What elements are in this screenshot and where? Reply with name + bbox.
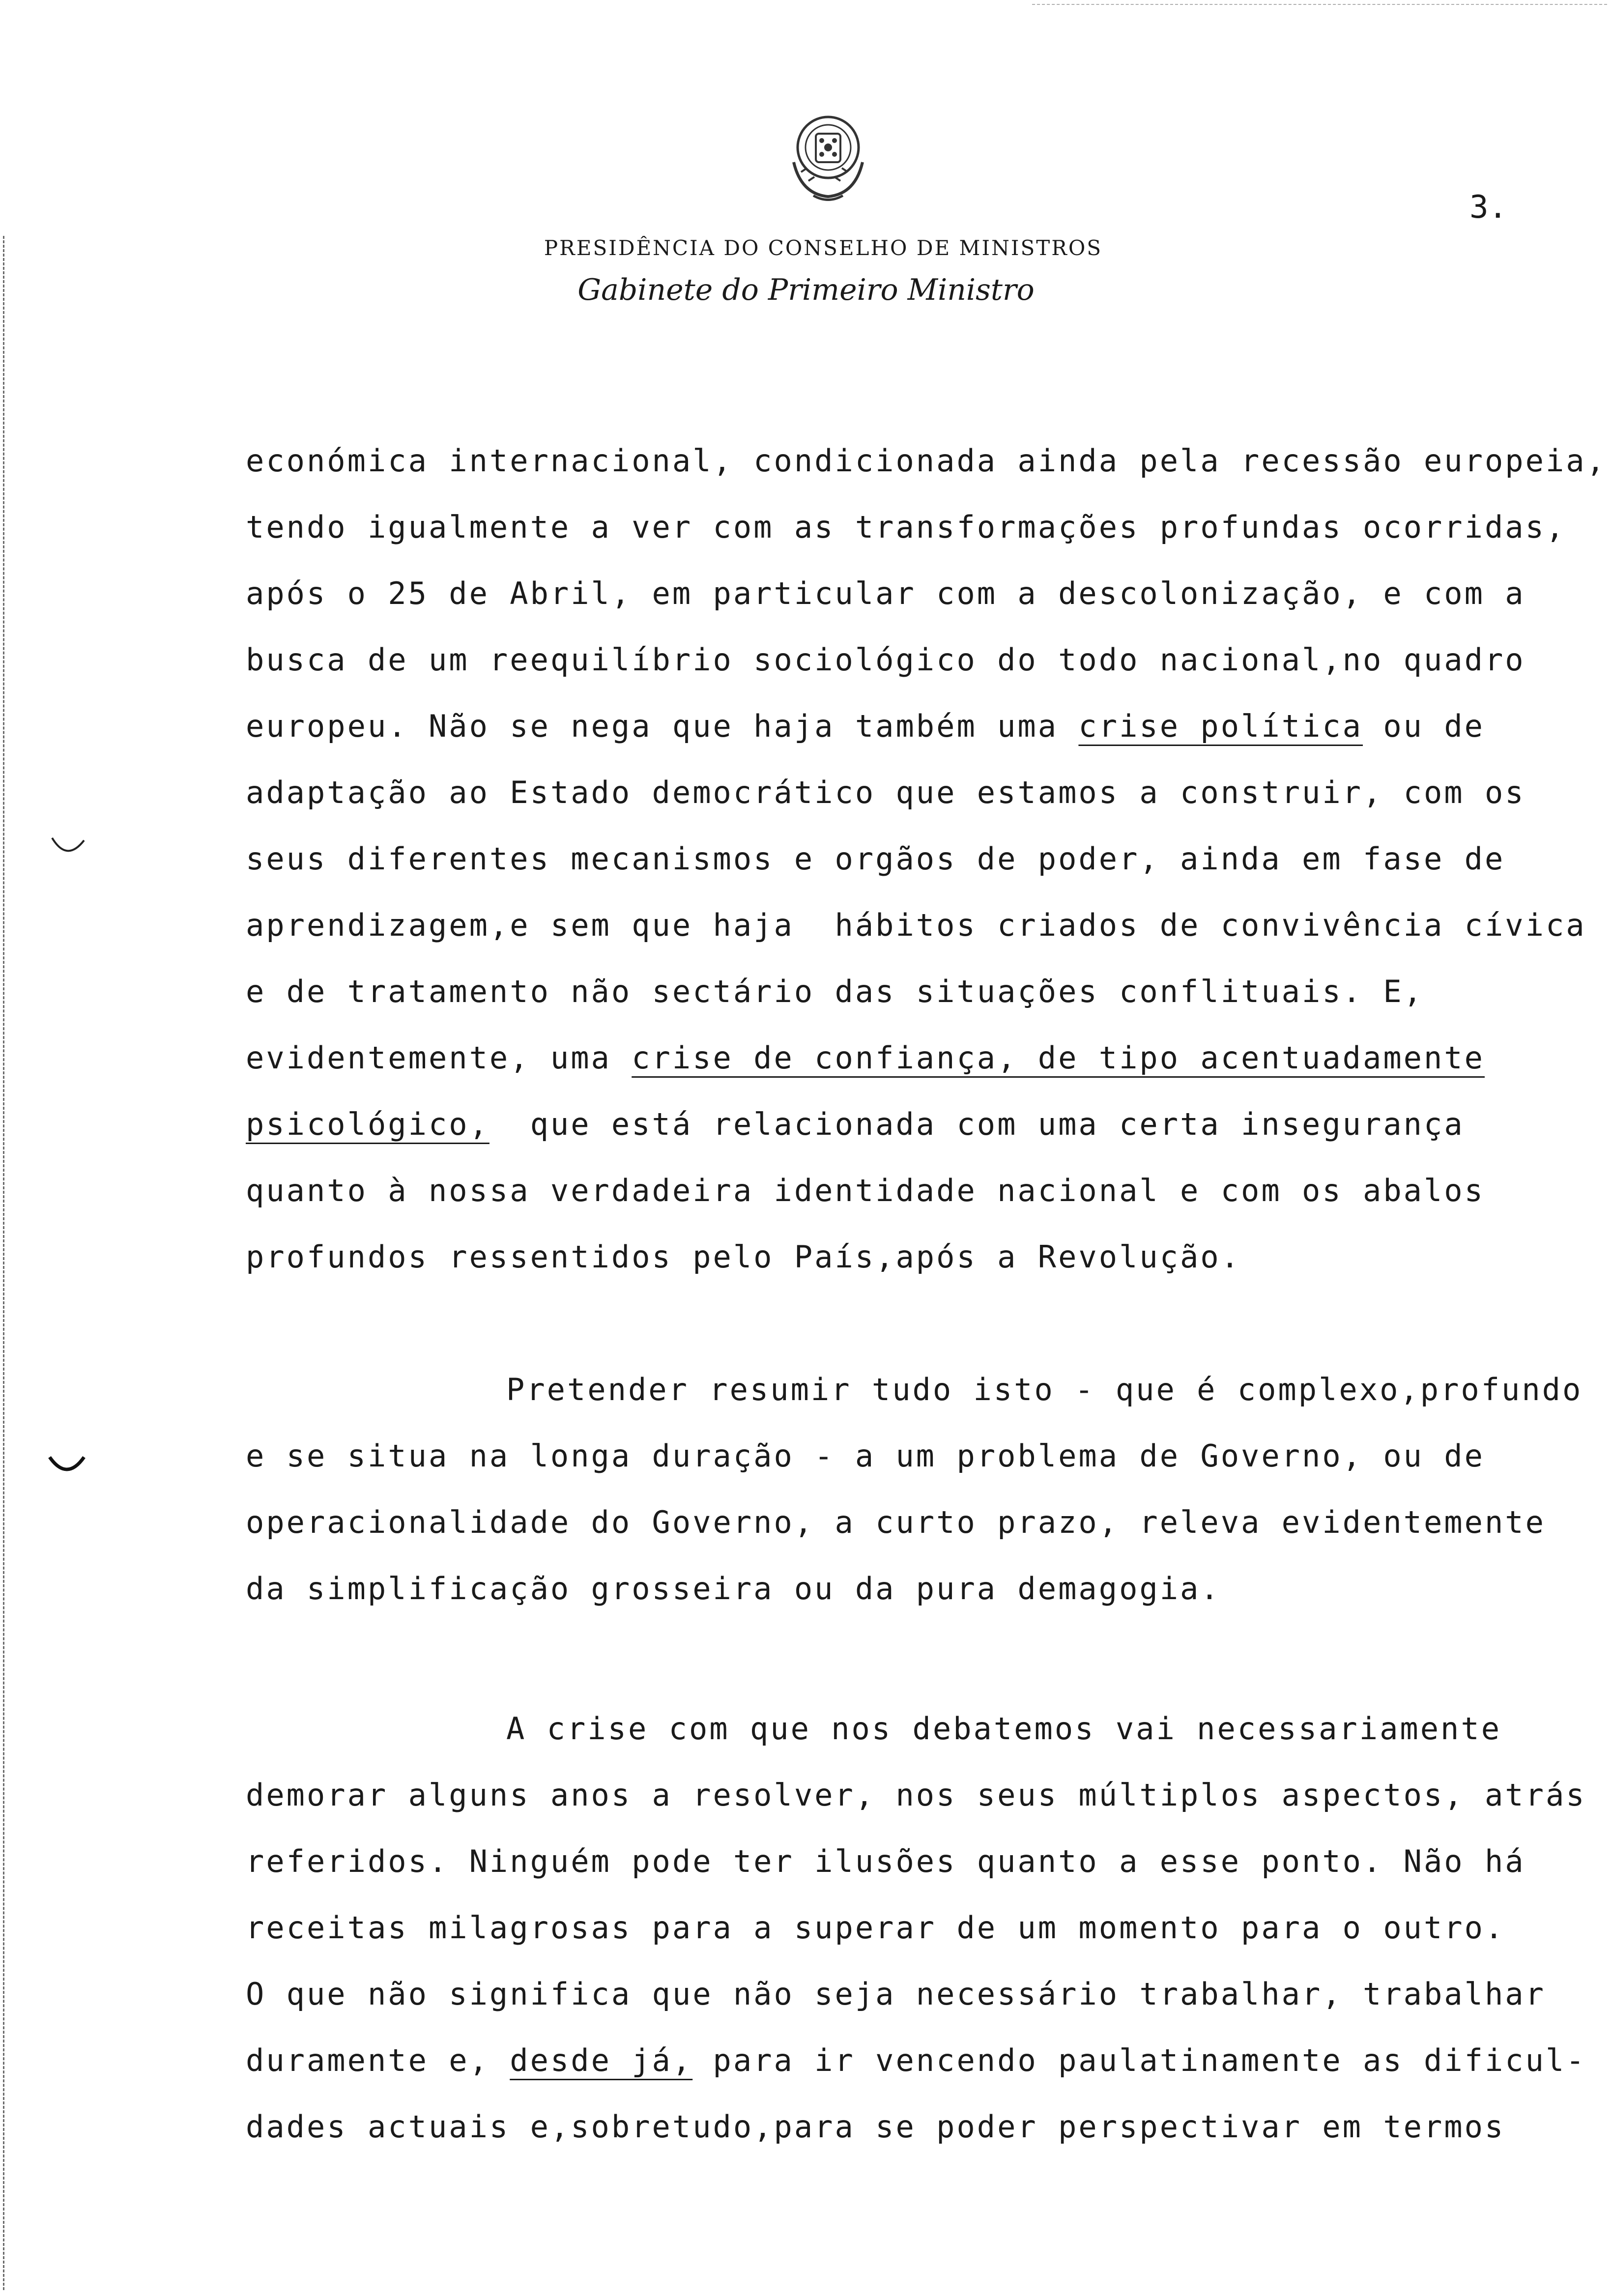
underlined-phrase: desde já, bbox=[510, 2042, 693, 2078]
text-line: quanto à nossa verdadeira identidade nacional e com os abalos bbox=[246, 1173, 1485, 1208]
text-segment: ou de bbox=[1363, 708, 1485, 744]
paragraph bbox=[246, 428, 1607, 1290]
text-line: busca de um reequilíbrio sociológico do todo nacional,no quadro bbox=[246, 642, 1526, 678]
text-line: da simplificação grosseira ou da pura demagogia. bbox=[246, 1571, 1221, 1607]
text-line: e de tratamento não sectário das situações conflituais. E, bbox=[246, 974, 1424, 1009]
paragraph bbox=[246, 1695, 1597, 2160]
text-line: receitas milagrosas para a superar de um momento para o outro. bbox=[246, 1910, 1505, 1946]
text-segment: duramente e, bbox=[246, 2042, 510, 2078]
underlined-phrase: crise política bbox=[1078, 708, 1363, 744]
punch-hole-mark bbox=[47, 1455, 86, 1479]
text-segment: para ir vencendo paulatinamente as dificul- bbox=[692, 2042, 1586, 2078]
letterhead-subtitle: Gabinete do Primeiro Ministro bbox=[577, 273, 1035, 307]
text-segment: evidentemente, uma bbox=[246, 1040, 632, 1076]
letterhead-title: PRESIDÊNCIA DO CONSELHO DE MINISTROS bbox=[544, 236, 1103, 260]
coat-of-arms-seal bbox=[767, 103, 890, 206]
text-line: demorar alguns anos a resolver, nos seus múltiplos aspectos, atrás bbox=[246, 1777, 1586, 1813]
text-segment: que está relacionada com uma certa insegurança bbox=[489, 1106, 1465, 1142]
text-line: O que não significa que não seja necessário trabalhar, trabalhar bbox=[246, 1976, 1546, 2012]
text-line: adaptação ao Estado democrático que estamos a construir, com os bbox=[246, 775, 1526, 810]
text-line: aprendizagem,e sem que haja hábitos criados de convivência cívica bbox=[246, 907, 1586, 943]
text-line: referidos. Ninguém pode ter ilusões quanto a esse ponto. Não há bbox=[246, 1843, 1526, 1879]
text-line: profundos ressentidos pelo País,após a Revolução. bbox=[246, 1239, 1241, 1275]
top-edge-mark bbox=[1032, 4, 1607, 5]
text-segment: europeu. Não se nega que haja também uma bbox=[246, 708, 1079, 744]
text-line: A crise com que nos debatemos vai necessariamente bbox=[506, 1711, 1502, 1747]
text-line bbox=[246, 2027, 1597, 2094]
binding-edge bbox=[3, 236, 7, 2290]
text-line bbox=[246, 1091, 1597, 1157]
text-line: dades actuais e,sobretudo,para se poder perspectivar em termos bbox=[246, 2109, 1505, 2145]
underlined-phrase: crise de confiança, de tipo acentuadamente bbox=[632, 1040, 1485, 1076]
punch-hole-mark bbox=[47, 835, 86, 860]
underlined-phrase: psicológico, bbox=[246, 1106, 489, 1142]
paragraph bbox=[246, 1356, 1597, 1622]
text-line: operacionalidade do Governo, a curto prazo, releva evidentemente bbox=[246, 1504, 1546, 1540]
text-line bbox=[246, 693, 1597, 759]
text-line: Pretender resumir tudo isto - que é complexo,profundo bbox=[506, 1372, 1583, 1407]
text-line: e se situa na longa duração - a um problema de Governo, ou de bbox=[246, 1438, 1485, 1474]
text-line: tendo igualmente a ver com as transformações profundas ocorridas, bbox=[246, 509, 1566, 545]
text-line: económica internacional, condicionada ainda pela recessão europeia, bbox=[246, 443, 1607, 479]
page-number: 3. bbox=[1469, 189, 1508, 226]
document-body bbox=[246, 428, 1607, 2160]
text-line bbox=[246, 1025, 1597, 1091]
text-line: após o 25 de Abril, em particular com a descolonização, e com a bbox=[246, 575, 1526, 611]
text-line: seus diferentes mecanismos e orgãos de poder, ainda em fase de bbox=[246, 841, 1505, 877]
